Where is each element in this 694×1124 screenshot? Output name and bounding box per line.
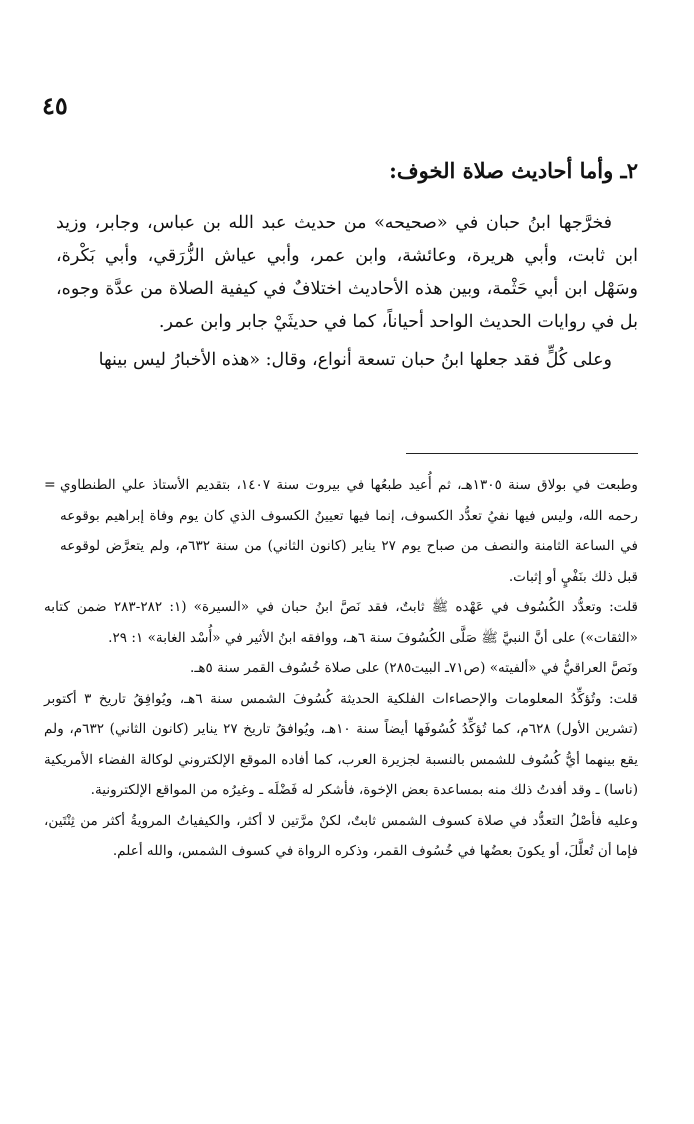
footnote-paragraph-3: ونَصَّ العراقيُّ في «ألفيته» (ص٧١ـ البيت٢٨٥) على صلاة خُسُوف القمر سنة ٥هـ. [190,660,638,676]
footnote-paragraph-2: قلت: وتعدُّد الكُسُوف في عَهْده ﷺ ثابتٌ، فقد نَصَّ ابنُ حبان في «السيرة» (١: ٢٨٢-٢٨٣ ضمن كتابه «الثقات») على أنَّ النبيَّ ﷺ صَلَّى الكُسُوفَ سنة ٦هـ، ووافقه ابنُ الأثير في «أُسْد الغابة» ١: ٢٩. [44,599,638,646]
body-paragraph-1: فخرَّجها ابنُ حبان في «صحيحه» من حديث عبد الله بن عباس، وجابر، وزيد ابن ثابت، وأبي هريرة، وعائشة، وابن عمر، وأبي عياش الزُّرَقي، وأبي بَكْرة، وسَهْل ابن أبي حَثْمة، وبين هذه الأحاديث اختلافٌ في كيفية الصلاة من عدَّة وجوه، بل في روايات الحديث الواحد أحياناً، كما في حديثَيْ جابر وابن عمر. [56,213,638,332]
footnote-paragraph-4: قلت: وتُؤكِّدُ المعلومات والإحصاءات الفلكية الحديثة كُسُوفَ الشمس سنة ٦هـ، ويُوافِقُ تاريخ ٣ أكتوبر (تشرين الأول) ٦٢٨م، كما تُؤكِّدُ كُسُوفَها أيضاً سنة ١٠هـ، ويُوافقُ تاريخ ٢٧ يناير (كانون الثاني) ٦٣٢م، ولم يقع بينهما أيُّ كُسُوف للشمس بالنسبة لجزيرة العرب، كما أفاده الموقع الإلكتروني لوكالة الفضاء الأمريكية (ناسا) ـ وقد أفدتُ ذلك منه بمساعدة بعض الإخوة، فأشكر له فَضْلَه ـ وغيرُه من المواقع الإلكترونية. [44,690,638,798]
footnote-paragraph-1: وطبعت في بولاق سنة ١٣٠٥هـ، ثم أُعيد طبعُها في بيروت سنة ١٤٠٧، بتقديم الأستاذ علي الطنطاوي رحمه الله، وليس فيها نفيُ تعدُّد الكسوف، إنما فيها تعيينُ الكسوف الذي كان يوم وفاة إبراهيم بوقوعه في الساعة الثامنة والنصف من صباح يوم ٢٧ يناير (كانون الثاني) من سنة ٦٣٢م، ولم يتعرَّض لوقوعه قبل ذلك بنَفْيٍ أو إثبات. [60,477,639,585]
footnote-divider [406,453,638,454]
footnotes [44,470,638,867]
body-paragraph-2: وعلى كُلٍّ فقد جعلها ابنُ حبان تسعة أنواع، وقال: «هذه الأخبارُ ليس بينها [98,350,612,370]
footnote-continuation-mark: = [44,477,56,493]
main-text [56,207,638,382]
section-heading: ٢ـ وأما أحاديث صلاة الخوف: [389,158,638,183]
page-number: ٤٥ [42,91,68,120]
footnote-paragraph-5: وعليه فأصْلُ التعدُّد في صلاة كسوف الشمس ثابتٌ، لكنْ مرَّتين لا أكثر، والكيفياتُ المرويةُ أكثر من ثِنْتَين، فإما أن تُعلَّلَ، أو يكونَ بعضُها في خُسُوف القمر، وذكره الرواة في كسوف الشمس، والله أعلم. [44,812,638,859]
